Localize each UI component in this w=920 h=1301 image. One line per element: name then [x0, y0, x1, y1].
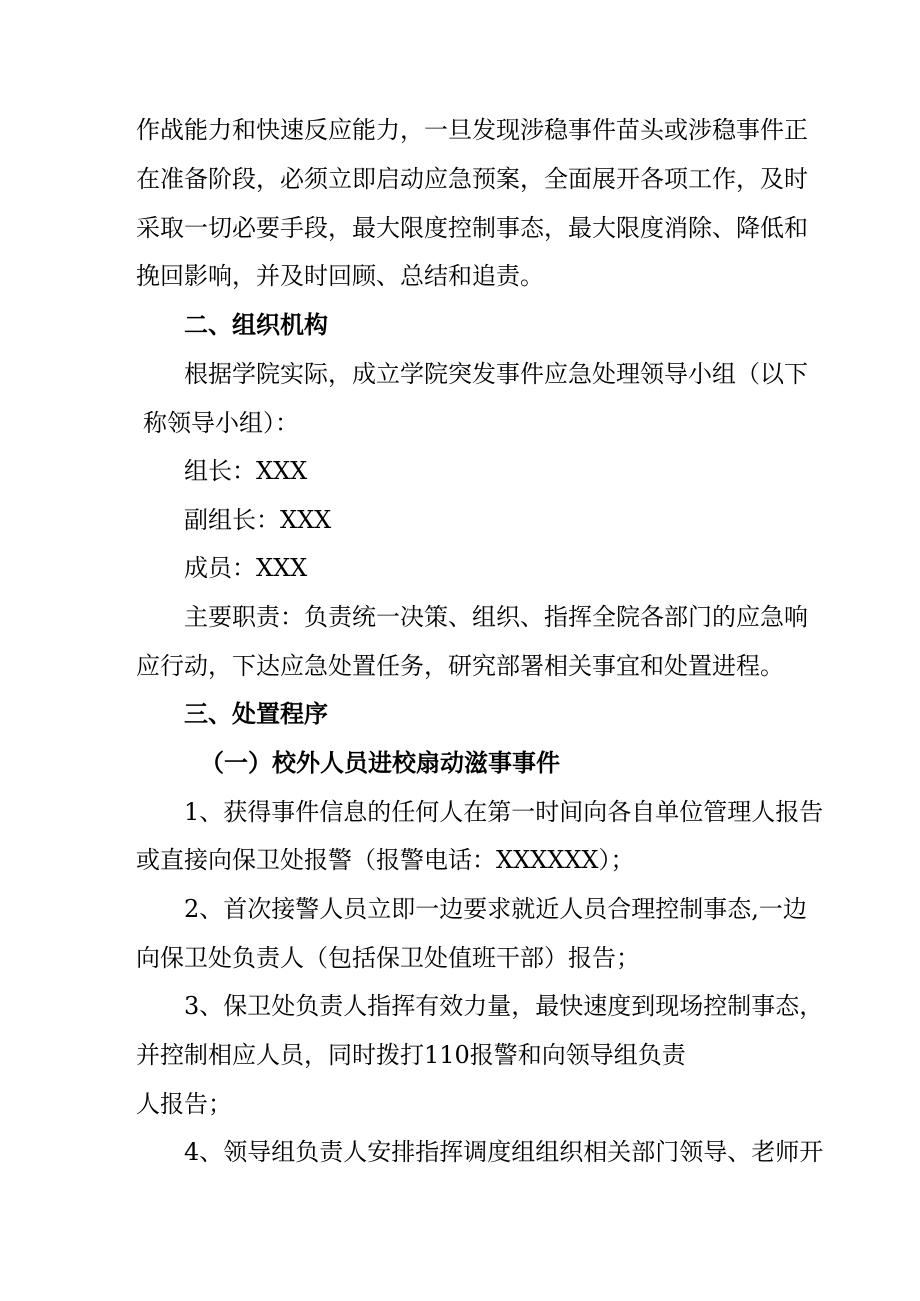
paragraph-line: 人报告； [136, 1090, 232, 1118]
paragraph-line: 或直接向保卫处报警（报警电话：XXXXXX）； [136, 846, 635, 874]
paragraph-line: 采取一切必要手段，最大限度控制事态，最大限度消除、降低和 [136, 214, 808, 242]
paragraph-line: 在准备阶段，必须立即启动应急预案，全面展开各项工作，及时 [136, 165, 808, 193]
leader-line: 组长：XXX [184, 457, 308, 485]
deputy-leader-line: 副组长：XXX [184, 506, 332, 534]
paragraph-line: 根据学院实际，成立学院突发事件应急处理领导小组（以下 [184, 360, 808, 388]
paragraph-line: 作战能力和快速反应能力，一旦发现涉稳事件苗头或涉稳事件正 [136, 116, 808, 144]
paragraph-line: 1、获得事件信息的任何人在第一时间向各自单位管理人报告 [184, 798, 824, 826]
paragraph-line: 2、首次接警人员立即一边要求就近人员合理控制事态,一边 [184, 895, 807, 923]
paragraph-line: 挽回影响，并及时回顾、总结和追责。 [136, 262, 544, 290]
subsection-heading: （一）校外人员进校扇动滋事事件 [200, 749, 560, 777]
paragraph-line: 并控制相应人员，同时拨打110报警和向领导组负责 [136, 1041, 686, 1069]
paragraph-line: 4、领导组负责人安排指挥调度组组织相关部门领导、老师开 [184, 1138, 824, 1166]
paragraph-line: 3、保卫处负责人指挥有效力量，最快速度到现场控制事态， [184, 992, 824, 1020]
paragraph-line: 主要职责：负责统一决策、组织、指挥全院各部门的应急响 [184, 603, 808, 631]
paragraph-line: 向保卫处负责人（包括保卫处值班干部）报告； [136, 944, 640, 972]
members-line: 成员：XXX [184, 554, 308, 582]
section-heading-procedure: 三、处置程序 [184, 700, 328, 728]
paragraph-line: 应行动，下达应急处置任务，研究部署相关事宜和处置进程。 [136, 652, 784, 680]
paragraph-line: 称领导小组）： [143, 409, 299, 437]
section-heading-organization: 二、组织机构 [184, 311, 328, 339]
